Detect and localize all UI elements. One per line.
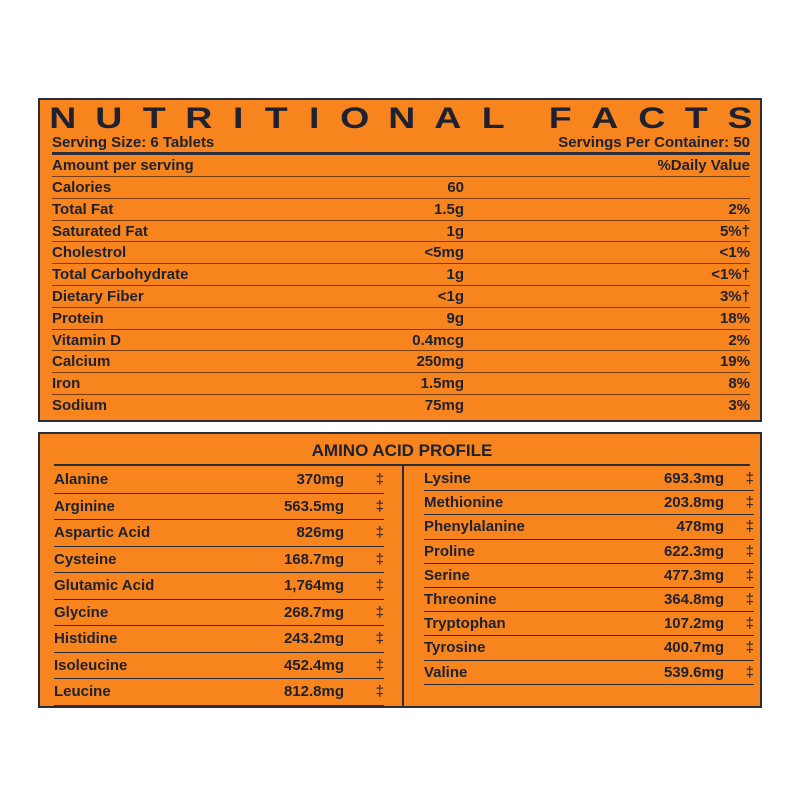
amino-name: Glycine — [54, 603, 109, 621]
nutrient-amount: 75mg — [424, 396, 464, 414]
amino-row — [424, 491, 754, 515]
facts-row — [52, 330, 750, 352]
nutrient-name: Calcium — [52, 353, 111, 371]
facts-row — [52, 373, 750, 395]
nutrient-amount: 0.4mcg — [412, 331, 464, 349]
title-letter: S — [727, 102, 753, 135]
facts-rows — [52, 177, 750, 417]
double-dagger-mark: ‡ — [375, 577, 384, 595]
double-dagger-mark: ‡ — [745, 470, 754, 488]
amino-name: Arginine — [54, 497, 115, 515]
nutrient-amount: 1g — [446, 266, 464, 284]
amino-name: Threonine — [424, 591, 497, 609]
amino-row — [54, 573, 384, 600]
title-letter: C — [637, 102, 665, 135]
serving-info — [52, 134, 750, 155]
amino-value: 563.5mg — [283, 497, 344, 515]
nutrient-daily-value: 18% — [719, 309, 750, 327]
nutrient-daily-value: 2% — [728, 200, 750, 218]
amino-value: 622.3mg — [663, 542, 724, 560]
amino-row — [424, 612, 754, 636]
double-dagger-mark: ‡ — [745, 663, 754, 681]
double-dagger-mark: ‡ — [745, 518, 754, 536]
amino-value: 477.3mg — [663, 566, 724, 584]
nutrient-daily-value: 5%† — [719, 222, 750, 240]
daily-value-label: %Daily Value — [657, 157, 750, 174]
amino-name: Glutamic Acid — [54, 577, 155, 595]
nutrient-daily-value: <1% — [719, 244, 750, 262]
amino-row — [54, 520, 384, 547]
amino-row — [54, 679, 384, 706]
nutrition-facts-panel — [38, 98, 762, 422]
amino-row — [424, 564, 754, 588]
nutrient-name: Total Fat — [52, 200, 114, 218]
title-letter: N — [49, 102, 77, 135]
facts-row — [52, 264, 750, 286]
amino-name: Tyrosine — [424, 639, 486, 657]
amino-value: 478mg — [676, 518, 724, 536]
amino-left-column — [54, 467, 384, 706]
title-letter: F — [548, 102, 572, 135]
double-dagger-mark: ‡ — [375, 656, 384, 674]
amino-value: 168.7mg — [283, 550, 344, 568]
amino-value: 826mg — [296, 524, 344, 542]
amino-row — [424, 661, 754, 685]
nutrient-name: Total Carbohydrate — [52, 266, 189, 284]
nutrient-name: Protein — [52, 309, 104, 327]
amino-row — [54, 467, 384, 494]
nutrient-amount: <1g — [437, 287, 464, 305]
amino-name: Proline — [424, 542, 475, 560]
nutrient-daily-value: 3%† — [719, 287, 750, 305]
amino-name: Cysteine — [54, 550, 117, 568]
double-dagger-mark: ‡ — [375, 683, 384, 701]
amount-per-serving-label: Amount per serving — [52, 157, 194, 174]
nutrient-name: Calories — [52, 179, 112, 196]
title-letter: A — [434, 102, 462, 135]
amino-value: 693.3mg — [663, 470, 724, 488]
nutrient-amount: 1.5g — [433, 200, 464, 218]
servings-per-container: Servings Per Container: 50 — [558, 134, 750, 151]
title-letter: I — [232, 102, 244, 135]
column-divider — [402, 466, 404, 706]
title-letter: L — [481, 102, 505, 135]
amino-value: 203.8mg — [663, 494, 724, 512]
nutrient-daily-value: 2% — [728, 331, 750, 349]
nutrient-daily-value: 19% — [719, 353, 750, 371]
amino-row — [54, 600, 384, 627]
nutrient-amount: 250mg — [416, 353, 464, 371]
title-letter: U — [95, 102, 123, 135]
amino-name: Tryptophan — [424, 615, 506, 633]
nutrient-daily-value: <1%† — [711, 266, 750, 284]
facts-row — [52, 199, 750, 221]
double-dagger-mark: ‡ — [375, 497, 384, 515]
amino-name: Aspartic Acid — [54, 524, 151, 542]
nutrient-amount: 1.5mg — [420, 375, 464, 393]
facts-header-row — [52, 155, 750, 177]
amino-row — [424, 515, 754, 539]
nutrient-amount: 9g — [446, 309, 464, 327]
double-dagger-mark: ‡ — [745, 566, 754, 584]
nutrient-amount: <5mg — [424, 244, 464, 262]
amino-acid-title: AMINO ACID PROFILE — [54, 438, 750, 466]
amino-row — [424, 588, 754, 612]
nutrient-daily-value: 8% — [728, 375, 750, 393]
amino-name: Phenylalanine — [424, 518, 525, 536]
amino-value: 1,764mg — [283, 577, 344, 595]
amino-row — [424, 636, 754, 660]
facts-row — [52, 286, 750, 308]
amino-value: 452.4mg — [283, 656, 344, 674]
facts-row — [52, 351, 750, 373]
facts-row — [52, 242, 750, 264]
double-dagger-mark: ‡ — [375, 524, 384, 542]
amino-name: Leucine — [54, 683, 111, 701]
facts-row — [52, 221, 750, 243]
amino-value: 268.7mg — [283, 603, 344, 621]
double-dagger-mark: ‡ — [375, 471, 384, 489]
facts-row — [52, 177, 750, 199]
amino-value: 107.2mg — [663, 615, 724, 633]
amino-row — [54, 547, 384, 574]
title-letter: A — [591, 102, 619, 135]
nutrient-name: Vitamin D — [52, 331, 121, 349]
title-letter: I — [308, 102, 320, 135]
nutrient-name: Sodium — [52, 396, 107, 414]
double-dagger-mark: ‡ — [375, 630, 384, 648]
nutrition-facts-title — [49, 102, 753, 135]
amino-acid-panel — [38, 432, 762, 708]
nutrient-name: Saturated Fat — [52, 222, 148, 240]
amino-name: Methionine — [424, 494, 504, 512]
double-dagger-mark: ‡ — [745, 591, 754, 609]
title-letter: O — [340, 102, 370, 135]
title-letter: T — [264, 102, 288, 135]
nutrient-amount: 60 — [447, 179, 464, 196]
facts-row — [52, 308, 750, 330]
amino-name: Lysine — [424, 470, 471, 488]
amino-value: 539.6mg — [663, 663, 724, 681]
amino-row — [54, 653, 384, 680]
nutrient-name: Iron — [52, 375, 81, 393]
double-dagger-mark: ‡ — [375, 603, 384, 621]
title-letter: R — [184, 102, 213, 135]
amino-name: Valine — [424, 663, 468, 681]
amino-value: 243.2mg — [283, 630, 344, 648]
facts-row — [52, 395, 750, 417]
nutrient-daily-value — [464, 177, 750, 198]
title-letter: N — [388, 102, 416, 135]
amino-name: Isoleucine — [54, 656, 128, 674]
amino-row — [54, 626, 384, 653]
amino-right-column — [424, 467, 754, 685]
title-letter: T — [684, 102, 708, 135]
title-letter: T — [142, 102, 166, 135]
amino-row — [54, 494, 384, 521]
double-dagger-mark: ‡ — [745, 494, 754, 512]
amino-value: 364.8mg — [663, 591, 724, 609]
double-dagger-mark: ‡ — [375, 550, 384, 568]
nutrient-name: Cholestrol — [52, 244, 127, 262]
amino-row — [424, 467, 754, 491]
double-dagger-mark: ‡ — [745, 542, 754, 560]
double-dagger-mark: ‡ — [745, 615, 754, 633]
serving-size: Serving Size: 6 Tablets — [52, 134, 215, 151]
amino-row — [424, 540, 754, 564]
amino-name: Serine — [424, 566, 470, 584]
amino-value: 812.8mg — [283, 683, 344, 701]
nutrient-amount: 1g — [446, 222, 464, 240]
amino-name: Alanine — [54, 471, 109, 489]
nutrient-daily-value: 3% — [728, 396, 750, 414]
double-dagger-mark: ‡ — [745, 639, 754, 657]
amino-value: 370mg — [296, 471, 344, 489]
amino-name: Histidine — [54, 630, 118, 648]
nutrient-name: Dietary Fiber — [52, 287, 144, 305]
amino-value: 400.7mg — [663, 639, 724, 657]
